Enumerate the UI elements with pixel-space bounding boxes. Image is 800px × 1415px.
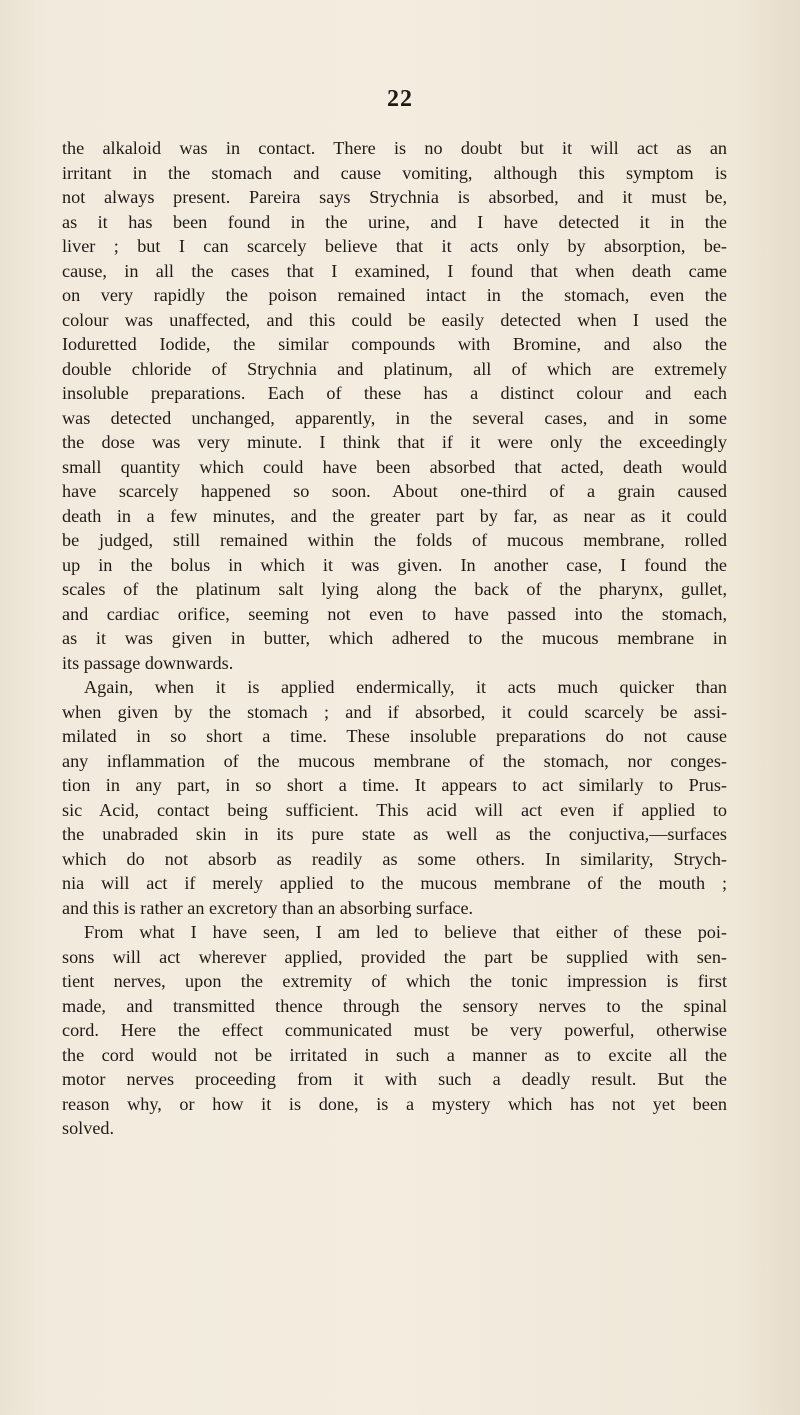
text-line: sic Acid, contact being sufficient. This acid will act even if applied to — [62, 799, 727, 820]
body-text — [62, 136, 727, 1141]
text-line: up in the bolus in which it was given. In another case, I found the — [62, 554, 727, 575]
text-line: the alkaloid was in contact. There is no doubt but it will act as an — [62, 138, 727, 158]
paragraph — [62, 675, 727, 920]
text-line: tient nerves, upon the extremity of which the tonic impression is first — [62, 971, 727, 991]
text-line: small quantity which could have been absorbed that acted, death would — [62, 456, 727, 477]
text-line: Again, when it is applied endermically, it acts much quicker than — [84, 677, 727, 697]
text-line: was detected unchanged, apparently, in the several cases, and in some — [62, 407, 727, 428]
text-line: irritant in the stomach and cause vomiting, although this symptom is — [62, 162, 727, 183]
text-line: insoluble preparations. Each of these has a distinct colour and each — [62, 383, 727, 403]
text-line: sons will act wherever applied, provided the part be supplied with sen- — [62, 946, 727, 967]
text-line: the cord would not be irritated in such a manner as to excite all the — [62, 1044, 727, 1065]
text-line: its passage downwards. — [62, 652, 234, 673]
page-number: 22 — [387, 86, 413, 112]
text-line: as it was given in butter, which adhered to the mucous membrane in — [62, 628, 727, 648]
text-line: milated in so short a time. These insoluble preparations do not cause — [62, 726, 727, 746]
text-line: tion in any part, in so short a time. It appears to act similarly to Prus- — [62, 775, 727, 795]
text-line: motor nerves proceeding from it with such a deadly result. But the — [62, 1069, 727, 1089]
text-line: and cardiac orifice, seeming not even to have passed into the stomach, — [62, 603, 727, 624]
text-line: not always present. Pareira says Strychnia is absorbed, and it must be, — [62, 187, 727, 207]
text-line: any inflammation of the mucous membrane of the stomach, nor conges- — [62, 750, 727, 771]
text-line: the unabraded skin in its pure state as well as the conjuctiva,—surfaces — [62, 824, 727, 844]
text-line: From what I have seen, I am led to believe that either of these poi- — [84, 922, 727, 942]
paragraph — [62, 136, 727, 675]
text-line: Ioduretted Iodide, the similar compounds with Bromine, and also the — [62, 334, 727, 354]
text-line: death in a few minutes, and the greater part by far, as near as it could — [62, 505, 727, 526]
text-line: and this is rather an excretory than an absorbing surface. — [62, 897, 474, 918]
text-line: solved. — [62, 1118, 115, 1138]
text-line: the dose was very minute. I think that if it were only the exceedingly — [62, 432, 727, 452]
text-line: which do not absorb as readily as some others. In similarity, Strych- — [62, 848, 727, 869]
text-line: when given by the stomach ; and if absorbed, it could scarcely be assi- — [62, 701, 727, 722]
text-line: reason why, or how it is done, is a mystery which has not yet been — [62, 1093, 727, 1114]
text-line: nia will act if merely applied to the mucous membrane of the mouth ; — [62, 873, 727, 893]
text-line: on very rapidly the poison remained intact in the stomach, even the — [62, 285, 727, 305]
text-line: liver ; but I can scarcely believe that it acts only by absorption, be- — [62, 236, 727, 256]
text-line: cord. Here the effect communicated must be very powerful, otherwise — [62, 1020, 727, 1040]
text-line: made, and transmitted thence through the sensory nerves to the spinal — [62, 995, 727, 1016]
text-line: scales of the platinum salt lying along the back of the pharynx, gullet, — [62, 579, 727, 599]
text-line: double chloride of Strychnia and platinum, all of which are extremely — [62, 358, 727, 379]
text-line: cause, in all the cases that I examined, I found that when death came — [62, 260, 727, 281]
text-line: colour was unaffected, and this could be easily detected when I used the — [62, 309, 727, 330]
text-line: have scarcely happened so soon. About one-third of a grain caused — [62, 481, 727, 501]
text-line: be judged, still remained within the folds of mucous membrane, rolled — [62, 530, 727, 550]
text-line: as it has been found in the urine, and I have detected it in the — [62, 211, 727, 232]
paragraph — [62, 920, 727, 1141]
